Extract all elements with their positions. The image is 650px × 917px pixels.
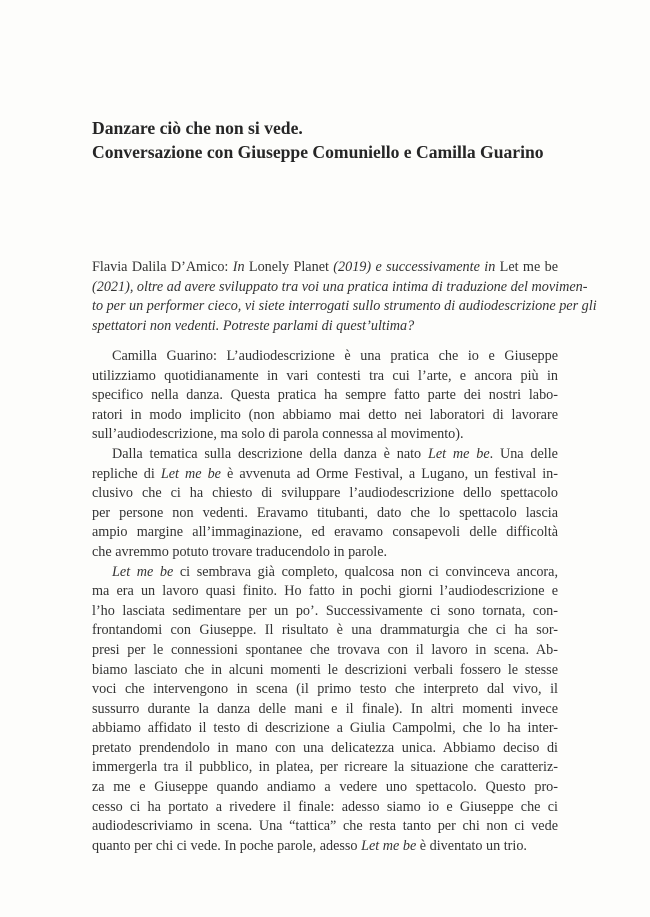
italic-text: (2021), oltre ad avere sviluppato tra voi una pratica intima di traduzione del movimen- xyxy=(92,278,588,295)
text-span: clusivo che ci ha chiesto di sviluppare l’audiodescrizione dello spettacolo xyxy=(92,485,558,502)
interview-answer xyxy=(92,347,558,856)
text-span: biamo lasciato che in alcuni momenti le descrizioni verbali fossero le stesse xyxy=(92,661,558,678)
text-span: sussurro durante la danza delle mani e il finale). In altri momenti invece xyxy=(92,700,558,717)
text-span: sull’audiodescrizione, ma solo di parola connessa al movimento). xyxy=(92,426,464,443)
text-line xyxy=(92,817,558,837)
text-span: pretato prendendolo in mano con una delicatezza unica. Abbiamo deciso di xyxy=(92,739,558,756)
italic-text: In xyxy=(232,259,249,275)
text-span: Dalla tematica sulla descrizione della danza è nato xyxy=(112,445,428,462)
text-line xyxy=(92,758,558,778)
text-line xyxy=(92,621,558,641)
text-line xyxy=(92,543,558,563)
italic-text: Let me be xyxy=(160,465,221,482)
interviewer-question xyxy=(92,258,597,336)
italic-text: spettatori non vedenti. Potreste parlami di quest’ultima? xyxy=(92,317,415,334)
text-span: specifico nella danza. Questa pratica ha sempre fatto parte dei nostri labo- xyxy=(92,387,558,404)
text-span: abbiamo affidato il testo di descrizione a Giulia Campolmi, che lo ha inter- xyxy=(92,720,558,737)
text-span: quanto per chi ci vede. In poche parole, adesso xyxy=(92,837,362,854)
text-line xyxy=(92,386,558,406)
text-span: repliche di xyxy=(92,465,161,482)
text-line xyxy=(92,700,558,720)
paragraph xyxy=(92,563,558,857)
chapter-title xyxy=(92,116,592,164)
title-line-1: Danzare ciò che non si vede. xyxy=(92,118,303,138)
text-span: ampio margine all’immaginazione, ed eravamo consapevoli delle difficoltà xyxy=(92,524,558,541)
text-line xyxy=(92,778,558,798)
italic-text: (2019) e successivamente in xyxy=(333,259,500,275)
text-span: ratori in modo implicito (non abbiamo mai detto nei laboratori di lavorare xyxy=(92,406,558,423)
text-span: ma era un lavoro quasi finito. Ho fatto in pochi giorni l’audiodescrizione e xyxy=(92,583,558,600)
text-span: za me e Giuseppe quando andiamo a vedere uno spettacolo. Questo pro- xyxy=(92,779,558,796)
text-line xyxy=(92,425,558,445)
text-line xyxy=(92,347,558,367)
text-line xyxy=(92,465,558,485)
text-span: voci che intervengono in scena (il primo testo che interpreto dal vivo, il xyxy=(92,681,558,698)
text-line xyxy=(92,317,558,337)
text-line xyxy=(92,798,558,818)
text-line xyxy=(92,278,588,298)
text-line xyxy=(92,661,558,681)
text-span: Let me be xyxy=(499,259,559,275)
italic-text: Let me be xyxy=(427,445,490,462)
text-line xyxy=(92,719,558,739)
text-span: immergerla tra il pubblico, in platea, per ricreare la situazione che caratteriz- xyxy=(92,759,558,776)
text-line xyxy=(92,602,558,622)
text-line xyxy=(92,258,558,278)
title-line-2: Conversazione con Giuseppe Comuniello e Camilla Guarino xyxy=(92,142,544,162)
text-line xyxy=(92,523,558,543)
text-line xyxy=(92,739,558,759)
text-span: utilizziamo quotidianamente in vari contesti tra cui l’arte, e ancora più in xyxy=(92,367,558,384)
text-line xyxy=(92,680,558,700)
text-line xyxy=(92,406,558,426)
paragraph xyxy=(92,445,558,563)
text-line xyxy=(92,641,558,661)
text-span: è avvenuta ad Orme Festival, a Lugano, un festival in- xyxy=(220,465,558,482)
text-span: che avremmo potuto trovare traducendolo in parole. xyxy=(92,543,388,560)
text-line xyxy=(92,367,558,387)
italic-text: Let me be xyxy=(112,563,174,580)
text-line xyxy=(92,484,558,504)
text-span: Camilla Guarino: L’audiodescrizione è una pratica che io e Giuseppe xyxy=(112,348,558,364)
text-span: l’ho lasciata sedimentare per un po’. Successivamente ci sono tornata, con- xyxy=(92,602,558,619)
text-line xyxy=(92,504,558,524)
text-span: ci sembrava già completo, qualcosa non ci convinceva ancora, xyxy=(173,563,558,580)
text-span: . Una delle xyxy=(489,445,558,462)
paragraph xyxy=(92,347,558,445)
text-line xyxy=(92,837,558,857)
text-line xyxy=(92,563,558,583)
text-span: è diventato un trio. xyxy=(416,837,527,854)
text-span: frontandomi con Giuseppe. Il risultato è una drammaturgia che ci ha sor- xyxy=(92,622,558,639)
text-line xyxy=(92,297,597,317)
italic-text: Let me be xyxy=(361,837,417,854)
text-span: per persone non vedenti. Eravamo titubanti, dato che lo spettacolo lascia xyxy=(92,504,558,521)
italic-text: to per un performer cieco, vi siete interrogati sullo strumento di audiodescrizione per gli xyxy=(92,298,597,315)
text-line xyxy=(92,445,558,465)
text-span: presi per le connessioni spontanee che trovava con il lavoro in scena. Ab- xyxy=(92,641,558,658)
text-span: Lonely Planet xyxy=(248,259,334,275)
text-span: audiodescriviamo in scena. Una “tattica” che resta tanto per chi non ci vede xyxy=(92,818,558,835)
text-span: Flavia Dalila D’Amico: xyxy=(92,259,233,275)
text-line xyxy=(92,582,558,602)
text-span: cesso ci ha portato a rivedere il finale: adesso siamo io e Giuseppe che ci xyxy=(92,798,558,815)
